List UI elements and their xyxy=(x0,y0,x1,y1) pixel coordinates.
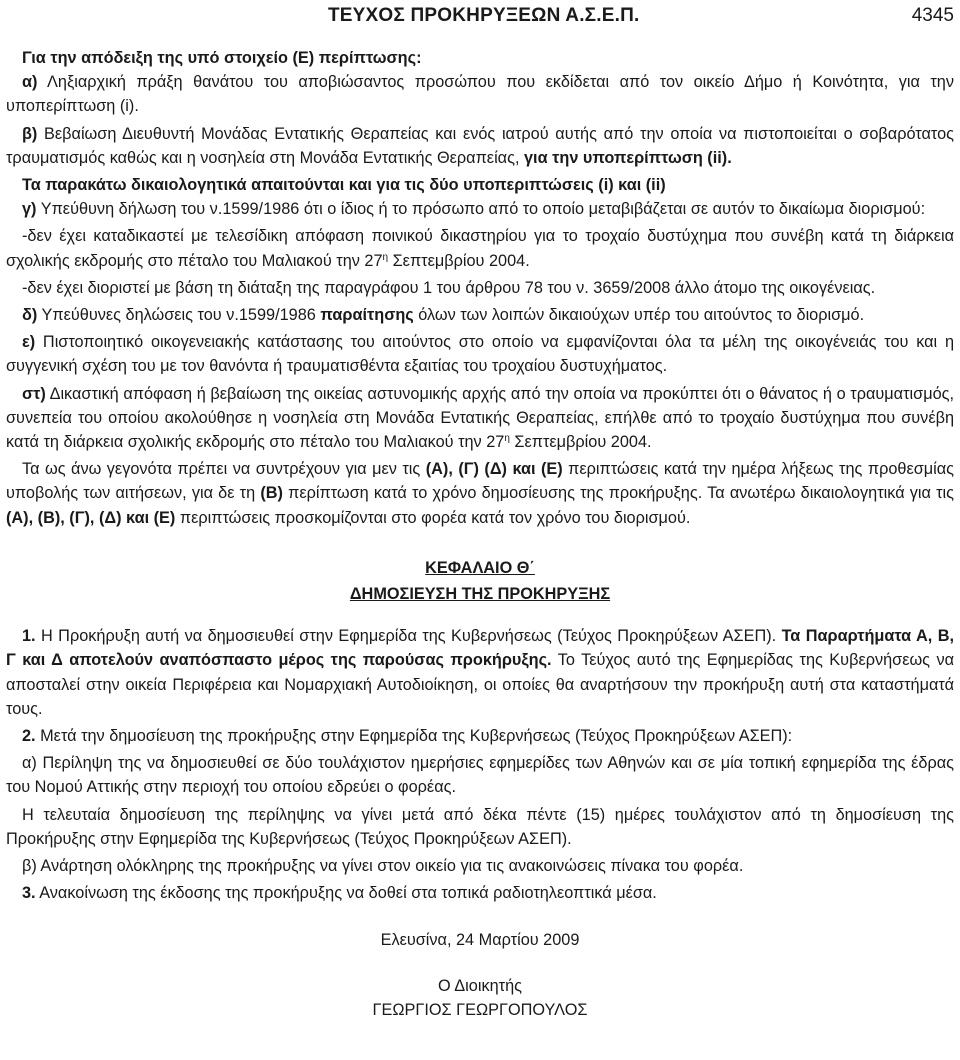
common-docs-heading: Τα παρακάτω δικαιολογητικά απαιτούνται και για τις δύο υποπεριπτώσεις (i) και (ii) xyxy=(22,176,666,195)
facts-text-4: περιπτώσεις προσκομίζονται στο φορέα κατά τον χρόνο του διορισμού. xyxy=(175,508,691,527)
signature-role: Ο Διοικητής xyxy=(438,976,522,995)
item-st-sup: η xyxy=(504,433,510,445)
chapter-title: ΚΕΦΑΛΑΙΟ Θ΄ xyxy=(425,558,535,577)
publication-item-1-text: Η Προκήρυξη αυτή να δημοσιευθεί στην Εφημερίδα της Κυβερνήσεως (Τεύχος Προκηρύξεων ΑΣΕΠ). xyxy=(35,627,782,646)
dash-item-1-sup: η xyxy=(382,251,389,263)
publication-item-2-num: 2. xyxy=(22,727,36,746)
header-title: ΤΕΥΧΟΣ ΠΡΟΚΗΡΥΞΕΩΝ Α.Σ.Ε.Π. xyxy=(328,5,640,26)
item-st-text: Δικαστική απόφαση ή βεβαίωση της οικείας αστυνομικής αρχής από την οποία να προκύπτει ότι ο θάνατος ή ο τραυματισμός, συνεπεία του οποίου ακολούθησε η νοσηλεία στη Μονάδα Εντατικής Θεραπείας, επήλθε από το τροχαίο δυστύχημα που συνέβη κατά τη διάρκεια σχολικής εκδρομής στο πέταλο του Μαλιακού την 27 xyxy=(6,384,954,452)
document-page xyxy=(6,0,954,1060)
publication-item-3 xyxy=(6,881,954,905)
item-st xyxy=(6,382,954,455)
facts-text-2: περιπτώσεις κατά την ημέρα λήξεως της προθεσμίας υποβολής των αιτήσεων, για δε τη xyxy=(6,460,955,503)
publication-item-1-end: Το Τεύχος αυτό της Εφημερίδας της Κυβερνήσεως να αποσταλεί στην οικεία Περιφέρεια και Νομαρχιακή Αυτοδιοίκηση, οι οποίες θα αναρτήσουν την προκήρυξη αυτή στα καταστήματά τους. xyxy=(6,651,954,718)
dash-item-1-end: Σεπτεμβρίου 2004. xyxy=(388,251,530,270)
item-st-end: Σεπτεμβρίου 2004. xyxy=(509,433,652,452)
item-g xyxy=(6,197,954,221)
item-b-text: Βεβαίωση Διευθυντή Μονάδας Εντατικής Θεραπείας και ενός ιατρού αυτής από την οποία να πιστοποιείται ο σοβαρότατος τραυματισμός καθώς και η νοσηλεία στη Μονάδα Εντατικής Θεραπείας, xyxy=(6,124,954,167)
publication-item-1 xyxy=(6,624,954,721)
item-a-label: α) xyxy=(22,73,38,92)
publication-item-2 xyxy=(6,724,954,748)
item-d-label: δ) xyxy=(22,306,38,325)
publication-item-3-num: 3. xyxy=(22,884,36,903)
facts-bold-3: (Α), (Β), (Γ), (Δ) και (Ε) xyxy=(6,508,176,527)
item-st-label: στ) xyxy=(22,384,46,403)
item-g-label: γ) xyxy=(22,200,37,219)
item-b xyxy=(6,122,954,170)
item-a-text: Ληξιαρχική πράξη θανάτου του αποβιώσαντος προσώπου που εκδίδεται από τον οικείο Δήμο ή Κοινότητα, για την υποπερίπτωση (i). xyxy=(6,73,954,116)
item-b-bold: για την υποπερίπτωση (ii). xyxy=(524,148,732,167)
signature-place-date: Ελευσίνα, 24 Μαρτίου 2009 xyxy=(380,930,580,949)
document-body xyxy=(6,46,954,1022)
section-e-heading: Για την απόδειξη της υπό στοιχείο (Ε) περίπτωσης: xyxy=(22,49,422,67)
item-a xyxy=(6,70,954,118)
item-e-label: ε) xyxy=(22,333,36,352)
publication-last-summary: Η τελευταία δημοσίευση της περίληψης να γίνει μετά από δέκα πέντε (15) ημέρες τουλάχιστον από τη δημοσίευση της Προκήρυξης στην Εφημερίδα της Κυβερνήσεως (Τεύχος Προκηρύξεων ΑΣΕΠ). xyxy=(6,805,954,848)
item-d-text: Υπεύθυνες δηλώσεις του ν.1599/1986 xyxy=(37,306,321,325)
item-d-bold: παραίτησης xyxy=(320,306,414,325)
item-b-label: β) xyxy=(22,124,38,143)
page-number: 4345 xyxy=(911,5,954,26)
facts-bold-1: (Α), (Γ) (Δ) και (Ε) xyxy=(425,460,563,479)
item-d-text-end: όλων των λοιπών δικαιούχων υπέρ του αιτούντος το διορισμό. xyxy=(413,306,865,325)
publication-item-3-text: Ανακοίνωση της έκδοσης της προκήρυξης να δοθεί στα τοπικά ραδιοτηλεοπτικά μέσα. xyxy=(35,884,657,903)
item-g-text: Υπεύθυνη δήλωση του ν.1599/1986 ότι ο ίδιος ή το πρόσωπο από το οποίο μεταβιβάζεται σε αυτόν το δικαίωμα διορισμού: xyxy=(36,200,926,219)
item-d xyxy=(6,303,954,327)
publication-item-1-num: 1. xyxy=(22,627,36,646)
publication-item-2-text: Μετά την δημοσίευση της προκήρυξης στην Εφημερίδα της Κυβερνήσεως (Τεύχος Προκηρύξεων ΑΣΕΠ): xyxy=(35,727,793,746)
dash-item-1-text: -δεν έχει καταδικαστεί με τελεσίδικη απόφαση ποινικού δικαστηρίου για το τροχαίο δυστύχημα που συνέβη κατά τη διάρκεια σχολικής εκδρομής στο πέταλο του Μαλιακού την 27 xyxy=(6,227,954,270)
facts-bold-2: (Β) xyxy=(260,484,283,503)
dash-item-1 xyxy=(6,224,954,272)
chapter-subtitle: ΔΗΜΟΣΙΕΥΣΗ ΤΗΣ ΠΡΟΚΗΡΥΞΗΣ xyxy=(349,585,611,604)
facts-text-3: περίπτωση κατά το χρόνο δημοσίευσης της προκήρυξης. Τα ανωτέρω δικαιολογητικά για τις xyxy=(282,484,955,503)
item-e-text: Πιστοποιητικό οικογενειακής κατάστασης του αιτούντος στο οποίο να εμφανίζονται όλα τα μέλη της οικογένειάς του και η συγγενική σχέση του με τον θανόντα ή τραυματισθέντα εξαιτίας του τροχαίου δυστυχήματος. xyxy=(6,333,954,376)
publication-item-2b: β) Ανάρτηση ολόκληρης της προκήρυξης να γίνει στον οικείο για τις ανακοινώσεις πίνακα του φορέα. xyxy=(22,857,744,876)
facts-paragraph xyxy=(6,457,954,530)
signature-name: ΓΕΩΡΓΙΟΣ ΓΕΩΡΓΟΠΟΥΛΟΣ xyxy=(372,1000,588,1019)
publication-item-2a: α) Περίληψη της να δημοσιευθεί σε δύο τουλάχιστον ημερήσιες εφημερίδες των Αθηνών και σε μία τοπική εφημερίδα της έδρας του Νομού Αττικής στην περιοχή του οποίου εδρεύει ο φορέας. xyxy=(6,754,954,797)
publication-item-1-bold: Τα Παραρτήματα Α, Β, Γ και Δ αποτελούν αναπόσπαστο μέρος της παρούσας προκήρυξης. xyxy=(6,627,954,670)
facts-text-1: Τα ως άνω γεγονότα πρέπει να συντρέχουν για μεν τις xyxy=(22,460,426,479)
item-e xyxy=(6,330,954,378)
page-header xyxy=(6,3,954,29)
dash-item-2: -δεν έχει διοριστεί με βάση τη διάταξη της παραγράφου 1 του άρθρου 78 του ν. 3659/2008 άλλο άτομο της οικογένειας. xyxy=(22,278,876,297)
